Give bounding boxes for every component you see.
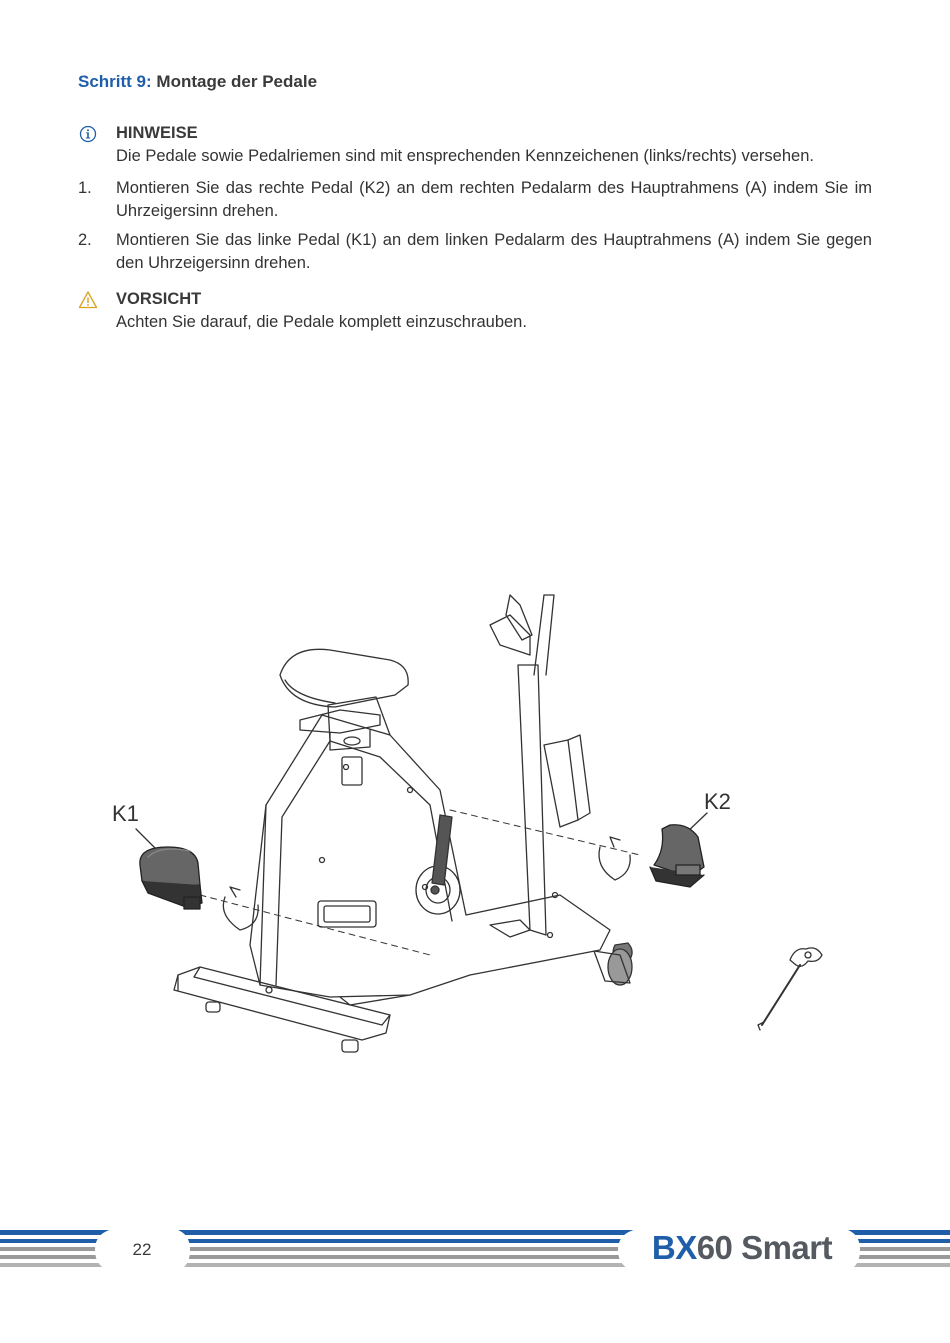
handlebar-column xyxy=(490,595,590,938)
brand-prefix: BX xyxy=(651,1229,697,1266)
alignment-lines xyxy=(200,810,640,955)
hint-heading: HINWEISE xyxy=(116,124,198,142)
instruction-number: 1. xyxy=(78,179,92,197)
instruction-number: 2. xyxy=(78,231,92,249)
hint-text: Die Pedale sowie Pedalriemen sind mit ensprechenden Kennzeichenen (links/rechts) versehen. xyxy=(116,147,814,165)
instruction-list xyxy=(78,177,872,281)
instruction-item xyxy=(78,177,872,223)
caution-block xyxy=(78,288,872,334)
step-number: Schritt 9: xyxy=(78,72,152,91)
info-icon xyxy=(78,124,98,144)
pedal-k1 xyxy=(140,847,202,909)
base-foot xyxy=(174,967,390,1052)
label-k2: K2 xyxy=(704,789,731,814)
brand-logo xyxy=(632,1229,852,1267)
caution-text: Achten Sie darauf, die Pedale komplett einzuschrauben. xyxy=(116,313,527,331)
instruction-text: Montieren Sie das linke Pedal (K1) an dem linken Pedalarm des Hauptrahmens (A) indem Sie gegen den Uhrzeigersinn drehen. xyxy=(116,231,872,272)
hint-block xyxy=(78,122,872,168)
step-heading: Montage der Pedale xyxy=(156,72,318,91)
instruction-text: Montieren Sie das rechte Pedal (K2) an dem rechten Pedalarm des Hauptrahmens (A) indem Sie im Uhrzeigersinn drehen. xyxy=(116,179,872,220)
instruction-item xyxy=(78,229,872,275)
assembly-illustration xyxy=(90,585,850,1065)
brand-suffix: 60 Smart xyxy=(696,1229,833,1266)
rotation-arrow-right xyxy=(599,837,630,880)
step-title xyxy=(78,72,317,92)
pedal-k2 xyxy=(650,825,704,887)
main-frame xyxy=(250,697,610,1005)
warning-icon xyxy=(78,290,98,310)
caution-heading: VORSICHT xyxy=(116,290,202,308)
pedal-wrench xyxy=(758,948,822,1030)
label-k1: K1 xyxy=(112,801,139,826)
page-number: 22 xyxy=(132,1240,152,1259)
